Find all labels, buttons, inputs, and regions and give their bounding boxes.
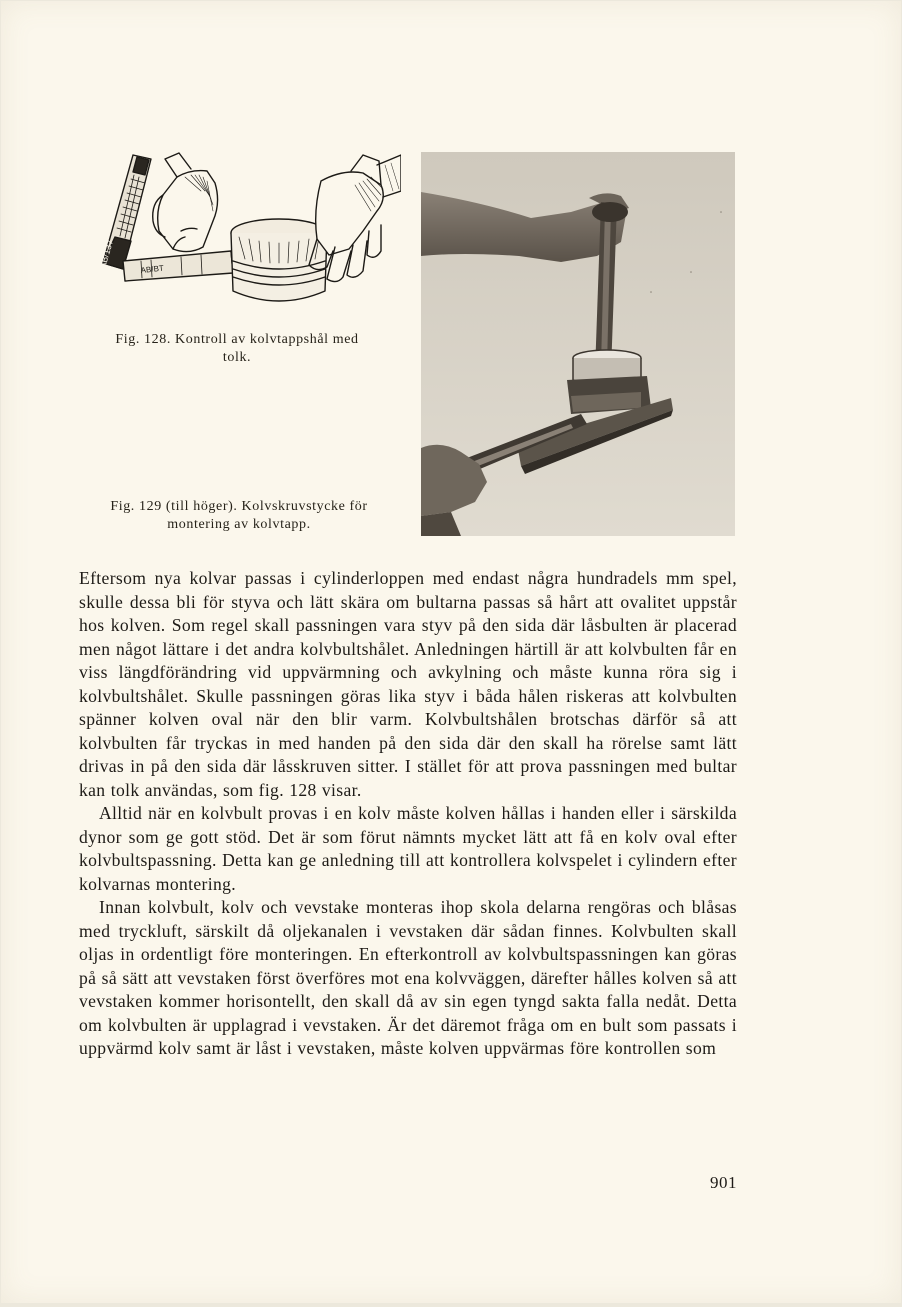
fig-128-caption xyxy=(87,331,387,367)
fig-128-illustration xyxy=(81,151,401,321)
fig-128-caption-line-2: tolk. xyxy=(222,350,252,365)
gauge-marking-1: AB/137 xyxy=(97,238,116,270)
fig-128-caption-line-1: Fig. 128. Kontroll av kolvtappshål med xyxy=(115,332,359,347)
paragraph-3: Innan kolvbult, kolv och vevstake monteras ihop skola delarna rengöras och blåsas med tryckluft, särskilt då oljekanalen i vevstaken där sådan finnes. Kolvbulten skall oljas in ordentligt före monteringen. En efterkontroll av kolvbultspassningen kan göras på så sätt att vevstaken först överföres mot ena kolvväggen, därefter hålles kolven så att vevstaken kommer horisontellt, den skall då av sin egen tyngd sakta falla nedåt. Detta om kolvbulten är upplagrad i vevstaken. Är det däremot fråga om en bult som passats i uppvärmd kolv samt är låst i vevstaken, måste kolven uppvärmas före kontrollen som xyxy=(79,897,737,1058)
book-page xyxy=(1,1,901,1303)
fig-129-caption xyxy=(79,498,399,534)
paragraph-2: Alltid när en kolvbult provas i en kolv måste kolven hållas i handen eller i särskilda dynor som ge gott stöd. Det är som förut nämnts mycket lätt att få en kolv oval efter kolvbultspassning. Detta kan ge anledning till att kontrollera kolvspelet i cylindern efter kolvarnas montering. xyxy=(79,803,737,894)
page-number: 901 xyxy=(710,1173,737,1192)
fig-129-photo xyxy=(421,152,735,536)
paragraph-1: Eftersom nya kolvar passas i cylinderloppen med endast några hundradels mm spel, skulle dessa bli för styva och lätt skära om bultarna passas så hårt att ovalitet uppstår hos kolven. Som regel skall passningen vara styv på den sida där låsbulten är placerad men något lättare i det andra kolvbultshålet. Anledningen härtill är att kolvbulten får en viss längdförändring vid uppvärmning och avkylning och måste kunna röra sig i kolvbultshålet. Skulle passningen göras lika styv i båda hålen riskeras att kolvbulten spänner kolven oval när den blir varm. Kolvbultshålen brotschas därför så att kolvbulten får tryckas in med handen på den sida där den skall ha rörelse samt lätt drivas in på den sida där låsskruven sitter. I stället för att prova passningen med bultar kan tolk användas, som fig. 128 visar. xyxy=(79,568,737,800)
body-text xyxy=(79,567,737,1061)
gauge-marking-2: AB/BT xyxy=(140,263,165,275)
fig-129-caption-line-2: montering av kolvtapp. xyxy=(167,517,311,532)
fig-129-caption-line-1: Fig. 129 (till höger). Kolvskruvstycke för xyxy=(110,499,368,514)
